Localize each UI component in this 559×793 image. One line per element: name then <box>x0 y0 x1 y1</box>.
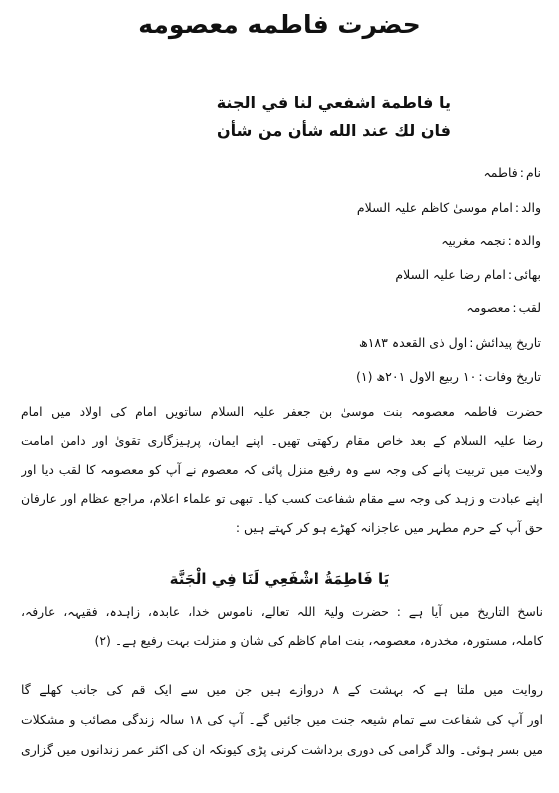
field-label: تاریخ پیدائش <box>475 335 541 350</box>
paragraph-line: میں بسر ہوئی۔ والد گرامی کی دوری برداشت کرنی پڑی کیونکہ ان کی اکثر عمر زندانوں میں گزاری <box>21 742 543 757</box>
field-value: امام موسیٰ کاظم علیہ السلام <box>356 200 513 215</box>
field-separator: : <box>519 165 524 180</box>
field-separator: : <box>507 267 513 282</box>
paragraph-line: رضا علیہ السلام کے بعد خاص مقام رکھتی تھیں۔ اپنے ایمان، پرہیزگاری تقویٰ اور دامن امامت <box>21 433 543 448</box>
quote-line: يَا فَاطِمَةُ اشْفَعِي لَنَا فِي الْجَنَّة <box>169 570 390 588</box>
field-death-date <box>121 368 541 386</box>
paragraph-line: حضرت فاطمہ معصومہ بنت موسیٰ بن جعفر علیہ السلام ساتویں امام کی اولاد میں امام <box>21 404 543 419</box>
field-value: ۱۰ ربیع الاول ۲۰۱ھ (۱) <box>355 369 477 384</box>
field-name <box>121 164 541 182</box>
field-separator: : <box>469 335 474 350</box>
paragraph-line: روایت میں ملتا ہے کہ بہشت کے ۸ دروازے ہیں جن میں سے ایک قم کی جانب کھلے گا <box>21 682 543 697</box>
field-birth-date <box>121 334 541 352</box>
paragraph-line: حق آپ کے حرم مطہر میں عاجزانہ کھڑے ہو کر کہتے ہیں : <box>235 520 543 535</box>
field-label: والد <box>521 200 541 215</box>
field-separator: : <box>512 300 517 315</box>
dua-line-2: فان لك عند الله شأن من شأن <box>217 121 451 140</box>
page-title: حضرت فاطمه معصومه <box>138 10 421 39</box>
field-brother <box>121 266 541 284</box>
paragraph-line: اپنے عبادت و زہد کی وجہ سے مقام شفاعت کسب کیا۔ تبھی تو علماء اعلام، مراجع عظام اور عارفان <box>21 491 543 506</box>
paragraph-line: ناسخ التاریخ میں آیا ہے : حضرت ولیۃ اللہ تعالے، ناموس خدا، عابدہ، زاہدہ، فقیہہ، عارفہ، <box>21 604 543 619</box>
field-label: والدہ <box>513 233 541 248</box>
field-value: معصومہ <box>466 300 511 315</box>
field-label: لقب <box>518 300 541 315</box>
dua-line-1: يا فاطمة اشفعي لنا في الجنة <box>216 93 451 112</box>
field-value: فاطمہ <box>483 165 518 180</box>
paragraph-line: اور آپ کی شفاعت سے تمام شیعہ جنت میں جائیں گے۔ آپ کی ۱۸ سالہ زندگی مصائب و مشکلات <box>21 712 543 727</box>
field-title <box>121 299 541 317</box>
paragraph-line: کاملہ، مستورہ، مخدرہ، معصومہ، بنت امام کاظم کی شان و منزلت بہت رفیع ہے۔ (۲) <box>94 633 543 648</box>
field-value: نجمہ مغربیہ <box>441 233 506 248</box>
field-separator: : <box>507 233 512 248</box>
field-label: نام <box>525 165 541 180</box>
field-separator: : <box>478 369 483 384</box>
paragraph-line: ولایت میں تربیت پانے کی وجہ سے وہ رفیع منزل پائی کہ معصوم نے آپ کو معصومہ کا لقب دیا اور <box>21 462 543 477</box>
field-value: اول ذی القعدہ ۱۸۳ھ <box>358 335 468 350</box>
field-separator: : <box>514 200 520 215</box>
field-mother <box>121 232 541 250</box>
field-father <box>121 199 541 217</box>
field-label: تاریخ وفات <box>484 369 541 384</box>
field-value: امام رضا علیہ السلام <box>395 267 506 282</box>
field-label: بھائی <box>514 267 541 282</box>
